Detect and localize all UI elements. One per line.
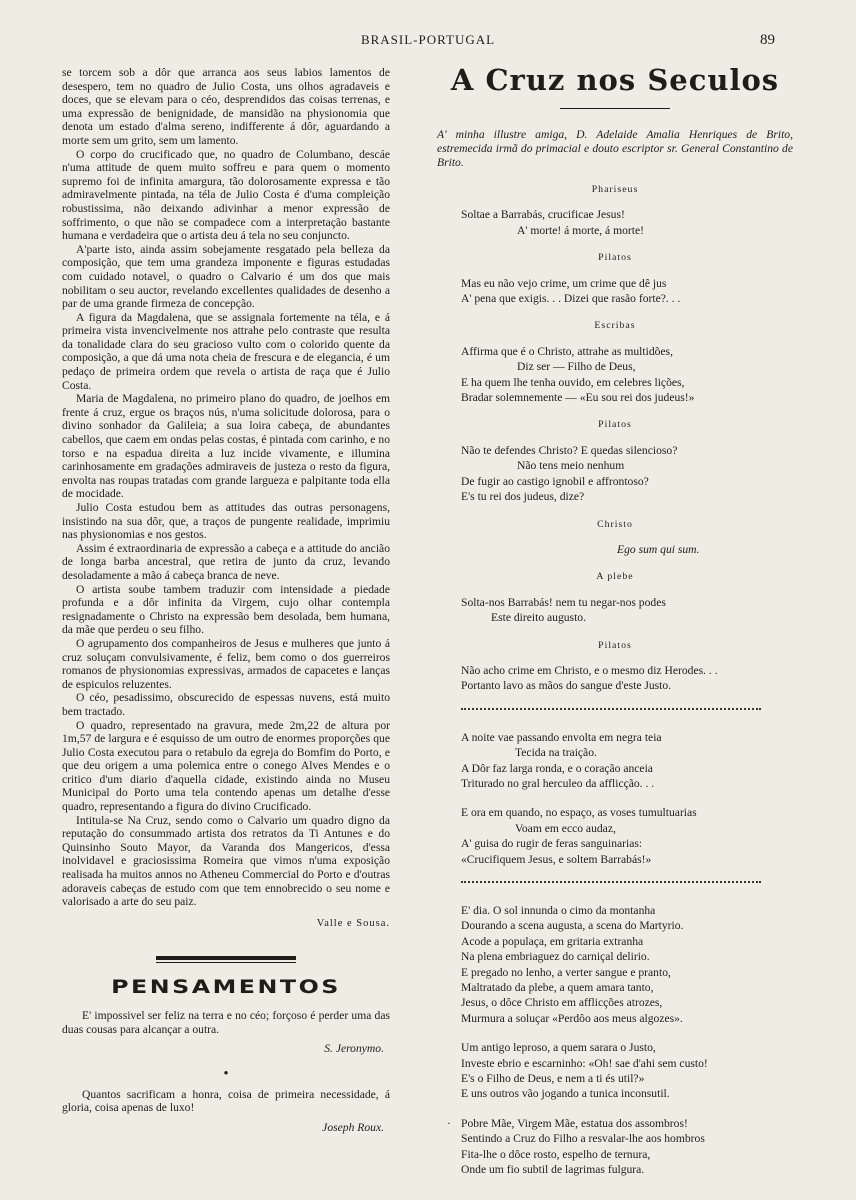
paragraph: A figura da Magdalena, que se assignala fortemente na téla, e á primeira vista invencivelmente nos attrahe pelo contraste que resulta da tonalidade clara do seu gracioso vulto com o colorido quente da composição, a que dá uma nota cheia de frescura e de elegancia, é um pedaço de primeira ordem que revela o artista de raça que é Julio Costa. bbox=[62, 310, 390, 392]
paragraph: se torcem sob a dôr que arranca aos seus labios lamentos de desespero, tem no quadro de Julio Costa, uns olhos agradaveis e doces, que se elevam para o céo, desprendidos das coisas terrenas, e uma expressão de benignidade, de mansidão na physionomia que denota um estado d'alma sereno, indifferente á dôr, aguardando a morte sem um grito, sem um lamento. bbox=[62, 66, 390, 147]
verse-line: Diz ser — Filho de Deus, bbox=[517, 360, 636, 374]
title-rule bbox=[560, 108, 670, 109]
verse-line: Bradar solemnemente — «Eu sou rei dos judeus!» bbox=[461, 391, 695, 405]
verse-line: Mas eu não vejo crime, um crime que dê jus bbox=[461, 276, 667, 290]
verse-line: Tecida na traição. bbox=[515, 746, 597, 760]
quote-author: S. Jeronymo. bbox=[324, 1042, 384, 1056]
verse-line: Jesus, o dôce Christo em afflicções atrozes, bbox=[461, 996, 663, 1010]
paragraph: O céo, pesadissimo, obscurecido de espessas nuvens, está muito bem tractado. bbox=[62, 691, 390, 718]
verse-line: Dourando a scena augusta, a scena do Martyrio. bbox=[461, 919, 684, 933]
verse-line: Não te defendes Christo? E quedas silencioso? bbox=[461, 443, 678, 457]
speaker-label: Christo bbox=[597, 518, 633, 530]
verse-line: Affirma que é o Christo, attrahe as multidões, bbox=[461, 344, 673, 358]
verse-line: Triturado no gral herculeo da afflicção. . . bbox=[461, 776, 655, 790]
verse-line: Na plena embriaguez do carniçal delirio. bbox=[461, 950, 650, 964]
stanza-gap bbox=[437, 791, 793, 805]
article-signature: Valle e Sousa. bbox=[316, 917, 390, 929]
verse-line: E uns outros vão jogando a tunica inconsutil. bbox=[461, 1087, 670, 1101]
verse-line: Não acho crime em Christo, e o mesmo diz Herodes. . . bbox=[461, 663, 718, 677]
poem-dedication: A' minha illustre amiga, D. Adelaide Amalia Henriques de Brito, estremecida irmã do primacial e douto escriptor sr. General Constantino de Brito. bbox=[437, 128, 793, 169]
dotted-separator bbox=[461, 881, 761, 883]
paragraph: O quadro, representado na gravura, mede 2m,22 de altura por 1m,57 de largura e é esquisso de um outro de enormes proporções que Julio Costa executou para o retabulo da egreja do Bomfim do Porto, e que deu origem a uma polemica entre o conego Alves Mendes e o critico d'um diario d'aquella cidade, existindo ainda no Museu Municipal do Porto uma tela contendo apenas um detalhe d'esse quadro, representando a figura do divino Crucificado. bbox=[62, 718, 390, 814]
speaker-label: Escribas bbox=[594, 320, 636, 332]
paragraph: Intitula-se Na Cruz, sendo como o Calvario um quadro digno da reputação do consummado artista dos retratos da Ti Antunes e do Quinsinho Souto Mayor, da Varanda dos Mangericos, d'essa inolvidavel e graciosissima Romeira que vimos n'uma exposição realisada ha muitos annos no Atheneu Commercial do Porto e d'outras adoraveis cabeças de estudo com que tem ennobrecido o seu nome e valorisado a arte do seu paiz. bbox=[62, 813, 390, 909]
verse-line: Acode a populaça, em gritaria extranha bbox=[461, 934, 644, 948]
verse-line: Onde um fio subtil de lagrimas fulgura. bbox=[461, 1163, 645, 1177]
paragraph: Assim é extraordinaria de expressão a cabeça e a attitude do ancião de longa barba ancestral, que retira de junto da cruz, levando desoladamente a mão á cabeça branca de neve. bbox=[62, 541, 390, 582]
poem-title: A Cruz nos Seculos bbox=[450, 63, 780, 97]
verse-line: A noite vae passando envolta em negra teia bbox=[461, 730, 662, 744]
verse-line: Maltratado da plebe, a quem amara tanto, bbox=[461, 981, 654, 995]
section-divider-thin bbox=[156, 962, 296, 963]
quote-author: Joseph Roux. bbox=[322, 1120, 384, 1134]
verse-line: Este direito augusto. bbox=[491, 611, 586, 625]
verse-line: De fugir ao castigo ignobil e affrontoso? bbox=[461, 474, 649, 488]
verse-line: Sentindo a Cruz do Filho a resvalar-lhe aos hombros bbox=[461, 1132, 705, 1146]
speaker-label: Pilatos bbox=[598, 252, 632, 264]
verse-line: Soltae a Barrabás, crucificae Jesus! bbox=[461, 208, 625, 222]
verse-line: Solta-nos Barrabás! nem tu negar-nos podes bbox=[461, 595, 666, 609]
paragraph: O corpo do crucificado que, no quadro de Columbano, descáe n'uma attitude de quem muito soffreu e para quem o momento supremo foi de infinita amargura, tão dolorosamente expressa e tão admiravelmente pintada, na téla de Julio Costa é d'uma compleição robustissima, não deixando adivinhar a menor expressão de soffrimento, o que não se compadece com a interpretação bastante humana e verdadeira que o artista deu á tela no seu conjuncto. bbox=[62, 147, 390, 243]
paragraph: A'parte isto, ainda assim sobejamente resgatado pela belleza da composição, que tem uma grandeza imponente e figuras estudadas com cuidado notavel, o quadro o Calvario é um dos que mais nobilitam o seu auctor, revelando excellentes qualidades de desenho a par de uma grande firmeza de concepção. bbox=[62, 242, 390, 311]
verse-line: Voam em ecco audaz, bbox=[515, 821, 616, 835]
verse-line: E ora em quando, no espaço, as voses tumultuarias bbox=[461, 806, 697, 820]
verse-line: A' morte! á morte, á morte! bbox=[517, 223, 644, 237]
verse-line: A Dôr faz larga ronda, e o coração anceia bbox=[461, 761, 653, 775]
verse-line: «Crucifiquem Jesus, e soltem Barrabás!» bbox=[461, 852, 652, 866]
verse-line: A' guisa do rugir de feras sanguinarias: bbox=[461, 837, 643, 851]
section-divider bbox=[156, 956, 296, 960]
pensamentos-heading: PENSAMENTOS bbox=[111, 976, 341, 999]
verse-line: E's o Filho de Deus, e nem a ti és util?» bbox=[461, 1072, 645, 1086]
verse-line: Portanto lavo as mãos do sangue d'este Justo. bbox=[461, 679, 672, 693]
verse-line: A' pena que exigis. . . Dizei que rasão forte?. . . bbox=[461, 292, 681, 306]
paragraph: O artista soube tambem traduzir com intensidade a piedade profunda e a dôr infinita da Virgem, cujo olhar contempla resignadamente o Christo na expressão bem desolada, bem humana, da mãe que perdeu o seu filho. bbox=[62, 582, 390, 637]
poem-column bbox=[437, 60, 793, 1178]
quote-text: E' impossivel ser feliz na terra e no céo; forçoso é perder uma das duas cousas para alcançar a outra. bbox=[62, 1009, 390, 1036]
paragraph: O agrupamento dos companheiros de Jesus e mulheres que junto á cruz soluçam convulsivamente, é feliz, bem como o dos guerreiros romanos de physionomias expressivas, armados de capacetes e lanças de espiculos reluzentes. bbox=[62, 636, 390, 691]
stanza-gap bbox=[437, 1026, 793, 1040]
verse-line: Ego sum qui sum. bbox=[617, 542, 700, 556]
quote-text: Quantos sacrificam a honra, coisa de primeira necessidade, á gloria, coisa apenas de luxo! bbox=[62, 1087, 390, 1115]
quote-block bbox=[62, 1088, 390, 1135]
bullet-mark: · bbox=[447, 1116, 451, 1130]
verse-line: Não tens meio nenhum bbox=[517, 459, 625, 473]
verse-line: Investe ebrio e escarninho: «Oh! sae d'ahi sem custo! bbox=[461, 1056, 708, 1070]
verse-line: Um antigo leproso, a quem sarara o Justo, bbox=[461, 1041, 656, 1055]
article-column bbox=[62, 66, 390, 1135]
dotted-separator bbox=[461, 708, 761, 710]
verse-line: E's tu rei dos judeus, dize? bbox=[461, 490, 585, 504]
speaker-label: Pilatos bbox=[598, 419, 632, 431]
verse-line: Pobre Mãe, Virgem Mãe, estatua dos assombros! bbox=[461, 1116, 688, 1130]
verse-line: Fita-lhe o dôce rosto, espelho de ternura, bbox=[461, 1147, 651, 1161]
paragraph: Julio Costa estudou bem as attitudes das outras personagens, insistindo na sua dôr, que, a traços de pungente realidade, imprimiu nas physionomias e nos gestos. bbox=[62, 501, 390, 542]
speaker-label: Phariseus bbox=[591, 184, 639, 195]
verse-line: Murmura a soluçar «Perdôo aos meus algozes». bbox=[461, 1011, 683, 1025]
final-stanza bbox=[437, 1116, 793, 1178]
page-number: 89 bbox=[760, 32, 775, 48]
speaker-label: Pilatos bbox=[598, 639, 632, 651]
stanza-gap bbox=[437, 1102, 793, 1116]
ornament-dot: ● bbox=[223, 1067, 229, 1077]
paragraph: Maria de Magdalena, no primeiro plano do quadro, de joelhos em frente á cruz, ergue os braços nús, n'uma solicitude dolorosa, para o divino sonhador da Galileia; a sua loira cabeça, de abundantes cabellos, que caem em ondas pelas costas, é pintada com carinho, e no torso e na espadua direita a luz incide vivamente, e illumina carinhosamente em gradações admiraveis de justeza o resto da figura, envolta nas roupas tratadas com grande largueza e palpitante toda ella de mocidade. bbox=[62, 392, 390, 501]
verse-line: E pregado no lenho, a verter sangue e pranto, bbox=[461, 965, 671, 979]
speaker-label: A plebe bbox=[596, 571, 634, 583]
quote-block bbox=[62, 1009, 390, 1056]
verse-line: E' dia. O sol innunda o cimo da montanha bbox=[461, 904, 656, 917]
running-title: BRASIL-PORTUGAL bbox=[360, 32, 496, 47]
verse-line: E ha quem lhe tenha ouvido, em celebres lições, bbox=[461, 375, 685, 389]
